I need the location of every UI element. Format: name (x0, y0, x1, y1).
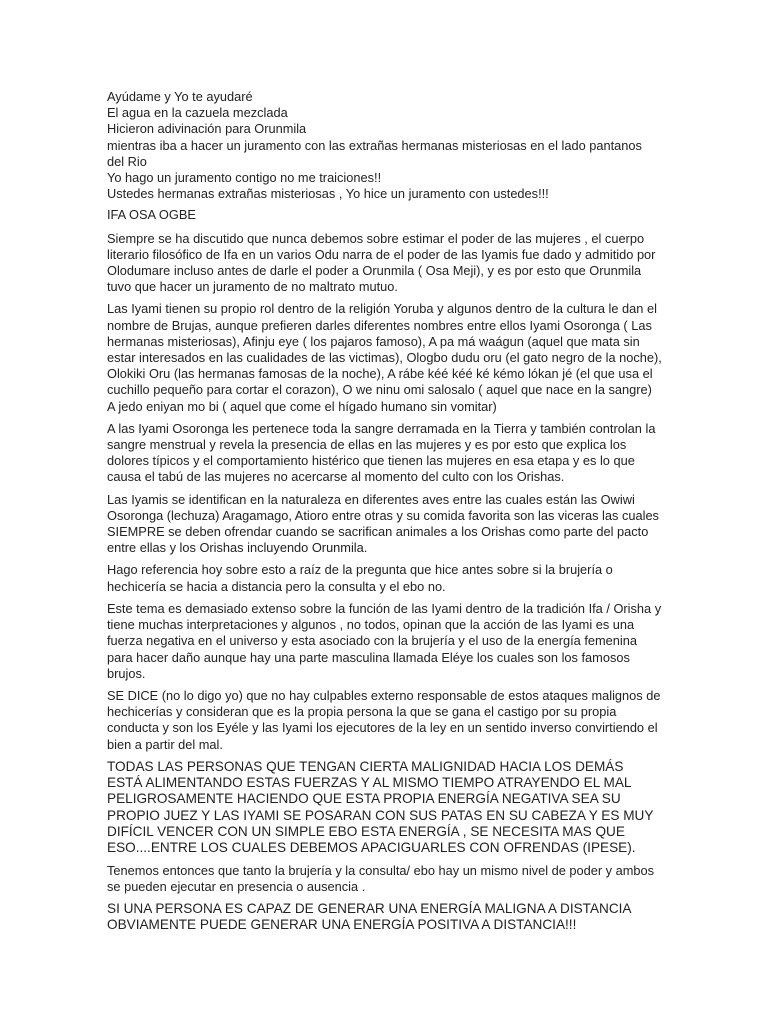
paragraph: SE DICE (no lo digo yo) que no hay culpables externo responsable de estos ataques malignos de hechicerías y consideran que es la propia persona la que se gana el castigo por su propia conducta y son los Eyéle y las Iyami los ejecutores de la ley en un sentido inverso convirtiendo el bien a partir del mal. (107, 687, 661, 752)
section-heading: IFA OSA OGBE (107, 207, 196, 223)
intro-line: Yo hago un juramento contigo no me traiciones!! (107, 170, 382, 186)
paragraph: Tenemos entonces que tanto la brujería y la consulta/ ebo hay un mismo nivel de poder y ambos se pueden ejecutar en presencia o ausencia . (107, 862, 655, 894)
intro-line: El agua en la cazuela mezclada (107, 105, 288, 121)
paragraph-caps: SI UNA PERSONA ES CAPAZ DE GENERAR UNA ENERGÍA MALIGNA A DISTANCIA OBVIAMENTE PUEDE GENERAR UNA ENERGÍA POSITIVA A DISTANCIA!!! (107, 900, 631, 933)
paragraph: Las Iyamis se identifican en la naturaleza en diferentes aves entre las cuales están las Owiwi Osoronga (lechuza) Aragamago, Atioro entre otras y su comida favorita son las viceras las cuales SIEMPRE se deben ofrendar cuando se sacrifican animales a los Orishas como parte del pacto entre ellas y los Orishas incluyendo Orunmila. (107, 491, 659, 556)
paragraph-caps: TODAS LAS PERSONAS QUE TENGAN CIERTA MALIGNIDAD HACIA LOS DEMÁS ESTÁ ALIMENTANDO ESTAS FUERZAS Y AL MISMO TIEMPO ATRAYENDO EL MAL PELIGROSAMENTE HACIENDO QUE ESTA PROPIA ENERGÍA NEGATIVA SEA SU PROPIO JUEZ Y LAS IYAMI SE POSARAN CON SUS PATAS EN SU CABEZA Y ES MUY DIFÍCIL VENCER CON UN SIMPLE EBO ESTA ENERGÍA , SE NECESITA MAS QUE ESO....ENTRE LOS CUALES DEBEMOS APACIGUARLES CON OFRENDAS (IPESE). (107, 758, 654, 856)
intro-line: Ustedes hermanas extrañas misteriosas , Yo hice un juramento con ustedes!!! (107, 186, 549, 202)
document-body (107, 89, 662, 934)
paragraph: Siempre se ha discutido que nunca debemos sobre estimar el poder de las mujeres , el cuerpo literario filosófico de Ifa en un varios Odu narra de el poder de las Iyamis fue dado y admitido por Olodumare incluso antes de darle el poder a Orunmila ( Osa Meji), y es por esto que Orunmila tuvo que hacer un juramento de no maltrato mutuo. (107, 230, 656, 295)
paragraph: A las Iyami Osoronga les pertenece toda la sangre derramada en la Tierra y también controlan la sangre menstrual y revela la presencia de ellas en las mujeres y es por esto que explica los dolores típicos y el comportamiento histérico que tienen las mujeres en esa etapa y es lo que causa el tabú de las mujeres no acercarse al momento del culto con los Orishas. (107, 420, 656, 485)
intro-verse (107, 89, 662, 202)
paragraph: Este tema es demasiado extenso sobre la función de las Iyami dentro de la tradición Ifa / Orisha y tiene muchas interpretaciones y algunos , no todos, opinan que la acción de las Iyami es una fuerza negativa en el universo y esta asociado con la brujería y el uso de la energía femenina para hacer daño aunque hay una parte masculina llamada Eléye los cuales son los famosos brujos. (107, 600, 662, 681)
paragraph: Hago referencia hoy sobre esto a raíz de la pregunta que hice antes sobre si la brujería o hechicería se hacia a distancia pero la consulta y el ebo no. (107, 562, 613, 594)
paragraph: Las Iyami tienen su propio rol dentro de la religión Yoruba y algunos dentro de la cultura le dan el nombre de Brujas, aunque prefieren darles diferentes nombres entre ellos Iyami Osoronga ( Las hermanas misteriosas), Afinju eye ( los pajaros famoso), A pa má waágun (aquel que mata sin estar interesados en las cualidades de las victimas), Ologbo dudu oru (el gato negro de la noche), Olokiki Oru (las hermanas famosas de la noche), A rábe kéé kéé ké kémo lókan jé (el que usa el cuchillo pequeño para cortar el corazon), O we ninu omi salosalo ( aquel que nace en la sangre) A jedo eniyan mo bi ( aquel que come el hígado humano sin vomitar) (107, 301, 662, 414)
intro-line: mientras iba a hacer un juramento con las extrañas hermanas misteriosas en el lado pantanos del Rio (107, 137, 642, 169)
intro-line: Ayúdame y Yo te ayudaré (107, 89, 253, 104)
intro-line: Hicieron adivinación para Orunmila (107, 121, 307, 137)
